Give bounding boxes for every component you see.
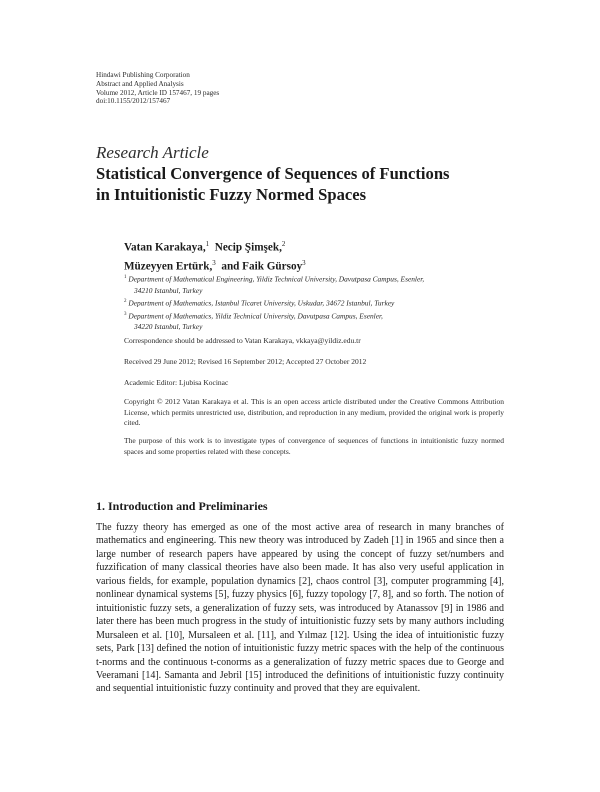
affiliation-continued: 34220 Istanbul, Turkey bbox=[134, 322, 203, 332]
affiliation: $^3$ Department of Mathematics, Yildiz Technical University, Davutpasa Campus, Esenler, bbox=[124, 311, 383, 321]
author-affil-mark: 3 bbox=[212, 258, 216, 267]
publication-dates: Received 29 June 2012; Revised 16 September 2012; Accepted 27 October 2012 bbox=[124, 357, 367, 366]
intro-paragraph: The fuzzy theory has emerged as one of the most active area of research in many branches of mathematics and engineering. This new theory was introduced by Zadeh [1] in 1965 and since then a large number of research papers have appeared by using the concept of fuzzy set/numbers and fuzzification of many classical theories have also been made. It has also very useful application in various fields, for example, population dynamics [2], chaos control [3], computer programming [4], nonlinear dynamical systems [5], fuzzy physics [6], fuzzy topology [7, 8], and so forth. The notion of intuitionistic fuzzy sets, a generalization of fuzzy sets, was introduced by Atanassov [9] in 1986 and later there has been much progress in the study of intuitionistic fuzzy sets by many authors including Mursaleen et al. [10], Mursaleen et al. [11], and Yılmaz [12]. Using the idea of intuitionistic fuzzy sets, Park [13] defined the notion of intuitionistic fuzzy metric spaces with the help of the continuous t-norms and the continuous t-conorms as a generalization of fuzzy metric spaces due to George and Veeramani [14]. Samanta and Jebril [15] introduced the definitions of intuitionistic fuzzy continuity and sequential intuitionistic fuzzy continuity and proved that they are equivalent. bbox=[96, 522, 504, 695]
journal-volume: Volume 2012, Article ID 157467, 19 pages bbox=[96, 88, 220, 97]
article-type: Research Article bbox=[96, 143, 209, 162]
author-name[interactable]: Müzeyyen Ertürk, bbox=[124, 260, 213, 273]
affiliation-continued: 34210 Istanbul, Turkey bbox=[134, 285, 203, 295]
affiliation: $^1$ Department of Mathematical Engineering, Yildiz Technical University, Davutpasa Campus, Esenler, bbox=[124, 274, 425, 284]
copyright-notice: Copyright © 2012 Vatan Karakaya et al. This is an open access article distributed under the Creative Commons Attribution License, which permits unrestricted use, distribution, and reproduction in any medium, provided the original work is properly cited. bbox=[124, 397, 504, 427]
publisher-name: Hindawi Publishing Corporation bbox=[96, 71, 190, 79]
author-affil-mark: 1 bbox=[205, 240, 210, 248]
section-heading: 1. Introduction and Preliminaries bbox=[96, 499, 268, 513]
paper-title bbox=[96, 164, 516, 205]
author-list bbox=[124, 237, 306, 274]
abstract: The purpose of this work is to investigate types of convergence of sequences of functions in intuitionistic fuzzy normed spaces and some properties related with these concepts. bbox=[124, 436, 504, 456]
journal-doi[interactable]: doi:10.1155/2012/157467 bbox=[96, 97, 171, 106]
affiliations bbox=[124, 272, 514, 332]
title-line: in Intuitionistic Fuzzy Normed Spaces bbox=[96, 184, 367, 204]
journal-header bbox=[96, 71, 219, 106]
affiliation: $^2$ Department of Mathematics, Istanbul Ticaret University, Uskudar, 34672 Istanbul, Turkey bbox=[124, 298, 395, 308]
academic-editor: Academic Editor: Ljubisa Kocinac bbox=[124, 378, 229, 387]
author-affil-mark: 3 bbox=[302, 258, 306, 267]
author-name[interactable]: and Faik Gürsoy bbox=[221, 260, 303, 273]
author-line bbox=[124, 237, 306, 256]
journal-name: Abstract and Applied Analysis bbox=[96, 79, 184, 88]
author-name[interactable]: Necip Şimşek, bbox=[214, 241, 282, 254]
correspondence: Correspondence should be addressed to Vatan Karakaya, vkkaya@yildiz.edu.tr bbox=[124, 336, 361, 345]
author-name[interactable]: Vatan Karakaya, bbox=[124, 241, 206, 254]
title-line: Statistical Convergence of Sequences of Functions bbox=[96, 164, 450, 183]
author-affil-mark: 2 bbox=[281, 240, 286, 248]
